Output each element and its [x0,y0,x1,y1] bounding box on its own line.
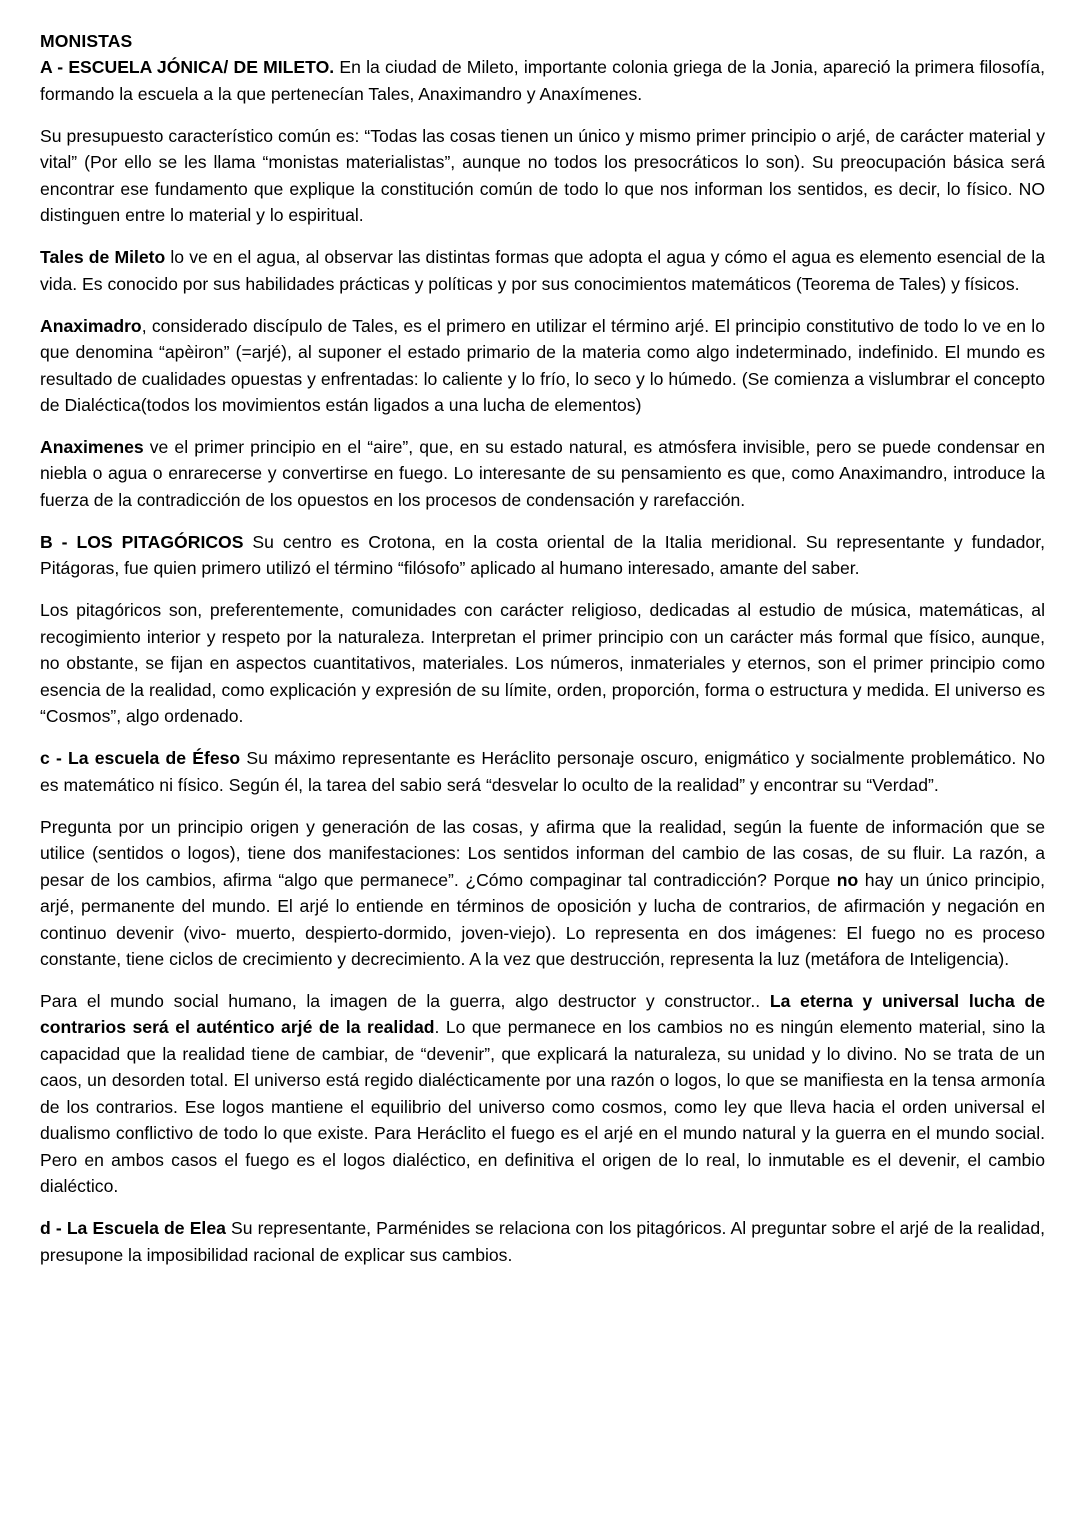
bold-run: d - La Escuela de Elea [40,1218,226,1239]
bold-run: Anaximadro [40,315,142,336]
paragraph-efeso-pregunta [40,814,1045,973]
paragraph-pitagoricos-comunidades [40,597,1045,729]
bold-run: La eterna y universal lucha de contrarios será el auténtico arjé de la realidad [40,990,1045,1038]
text-run: hay un único principio, arjé, permanente del mundo. El arjé lo entiende en términos de oposición y lucha de contrarios, de afirmación y negación en continuo devenir (vivo- muerto, despierto-dormido, joven-viejo). Lo representa en dos imágenes: El fuego no es proceso constante, tiene ciclos de crecimiento y decrecimiento. A la vez que destrucción, representa la luz (metáfora de Inteligencia). [40,869,1045,969]
paragraph-anaximadro [40,313,1045,419]
text-run: Los pitagóricos son, preferentemente, comunidades con carácter religioso, dedicadas al estudio de música, matemáticas, al recogimiento interior y respeto por la naturaleza. Interpretan el primer principio con un carácter más formal que físico, aunque, no obstante, se fijan en aspectos cuantitativos, materiales. Los números, inmateriales y eternos, son el primer principio como esencia de la realidad, como explicación y expresión de su límite, orden, proporción, forma o estructura y medida. El universo es “Cosmos”, algo ordenado. [40,600,1045,727]
bold-run: Anaximenes [40,437,144,458]
text-run: Pregunta por un principio origen y generación de las cosas, y afirma que la realidad, según la fuente de información que se utilice (sentidos o logos), tiene dos manifestaciones: Los sentidos informan del cambio de las cosas, de su fluir. La razón, a pesar de los cambios, afirma “algo que permanece”. ¿Cómo compaginar tal contradicción? Porque [40,816,1045,890]
paragraph-pitagoricos-intro [40,529,1045,582]
bold-run: Tales de Mileto [40,247,166,268]
text-run: Para el mundo social humano, la imagen de la guerra, algo destructor y constructor.. [40,990,770,1011]
paragraph-presupuesto-comun [40,123,1045,229]
page-title: MONISTAS [40,31,133,51]
text-run: Su representante, Parménides se relaciona con los pitagóricos. Al preguntar sobre el arjé de la realidad, presupone la imposibilidad racional de explicar sus cambios. [40,1218,1045,1265]
paragraph-anaximenes [40,434,1045,513]
text-run: . Lo que permanece en los cambios no es ningún elemento material, sino la capacidad que la realidad tiene de cambiar, de “devenir”, que explicará la naturaleza, su unidad y lo divino. No se trata de un caos, un desorden total. El universo está regido dialécticamente por una razón o logos, lo que se manifiesta en la tensa armonía de los contrarios. Ese logos mantiene el equilibrio del universo como cosmos, como ley que lleva hacia el orden universal el dualismo conflictivo de todo lo que existe. Para Heráclito el fuego es el arjé en el mundo natural y la guerra en el mundo social. Pero en ambos casos el fuego es el logos dialéctico, en definitiva el origen de lo real, lo inmutable es el devenir, el cambio dialéctico. [40,1017,1046,1197]
text-run: ve el primer principio en el “aire”, que, en su estado natural, es atmósfera invisible, pero se puede condensar en niebla o agua o enrarecerse y convertirse en fuego. Lo interesante de su pensamiento es que, como Anaximandro, introduce la fuerza de la contradicción de los opuestos en los procesos de condensación y rarefacción. [40,437,1045,510]
text-run: lo ve en el agua, al observar las distintas formas que adopta el agua y cómo el agua es elemento esencial de la vida. Es conocido por sus habilidades prácticas y políticas y por sus conocimientos matemáticos (Teorema de Tales) y físicos. [40,247,1045,294]
document-body [40,28,1045,1268]
bold-run: c - La escuela de Éfeso [40,748,241,769]
text-run: Su presupuesto característico común es: “Todas las cosas tienen un único y mismo primer principio o arjé, de carácter material y vital” (Por ello se les llama “monistas materialistas”, aunque no todos los presocráticos lo son). Su preocupación básica será encontrar ese fundamento que explique la constitución común de todo lo que nos informan los sentidos, es decir, lo físico. NO distinguen entre lo material y lo espiritual. [40,125,1045,226]
text-run: En la ciudad de Mileto, importante colonia griega de la Jonia, apareció la primera filosofía, formando la escuela a la que pertenecían Tales, Anaximandro y Anaxímenes. [40,57,1045,104]
bold-run: B - LOS PITAGÓRICOS [40,531,244,552]
paragraph-efeso-intro [40,745,1045,798]
text-run: Su máximo representante es Heráclito personaje oscuro, enigmático y socialmente problemático. No es matemático ni físico. Según él, la tarea del sabio será “desvelar lo oculto de la realidad” y encontrar su “Verdad”. [40,748,1045,795]
paragraph-jonica-intro [40,54,1045,107]
paragraph-tales [40,244,1045,297]
bold-run: A - ESCUELA JÓNICA/ DE MILETO. [40,57,335,78]
paragraph-elea-intro [40,1215,1045,1268]
text-run: Su centro es Crotona, en la costa oriental de la Italia meridional. Su representante y fundador, Pitágoras, fue quien primero utilizó el término “filósofo” aplicado al humano interesado, amante del saber. [40,531,1045,579]
text-run: , considerado discípulo de Tales, es el primero en utilizar el término arjé. El principio constitutivo de todo lo ve en lo que denomina “apèiron” (=arjé), al suponer el estado primario de la materia como algo indeterminado, indefinido. El mundo es resultado de cualidades opuestas y enfrentadas: lo caliente y lo frío, lo seco y lo húmedo. (Se comienza a vislumbrar el concepto de Dialéctica(todos los movimientos están ligados a una lucha de elementos) [40,315,1045,416]
bold-run: no [836,869,859,890]
paragraph-efeso-mundo-social [40,988,1045,1200]
